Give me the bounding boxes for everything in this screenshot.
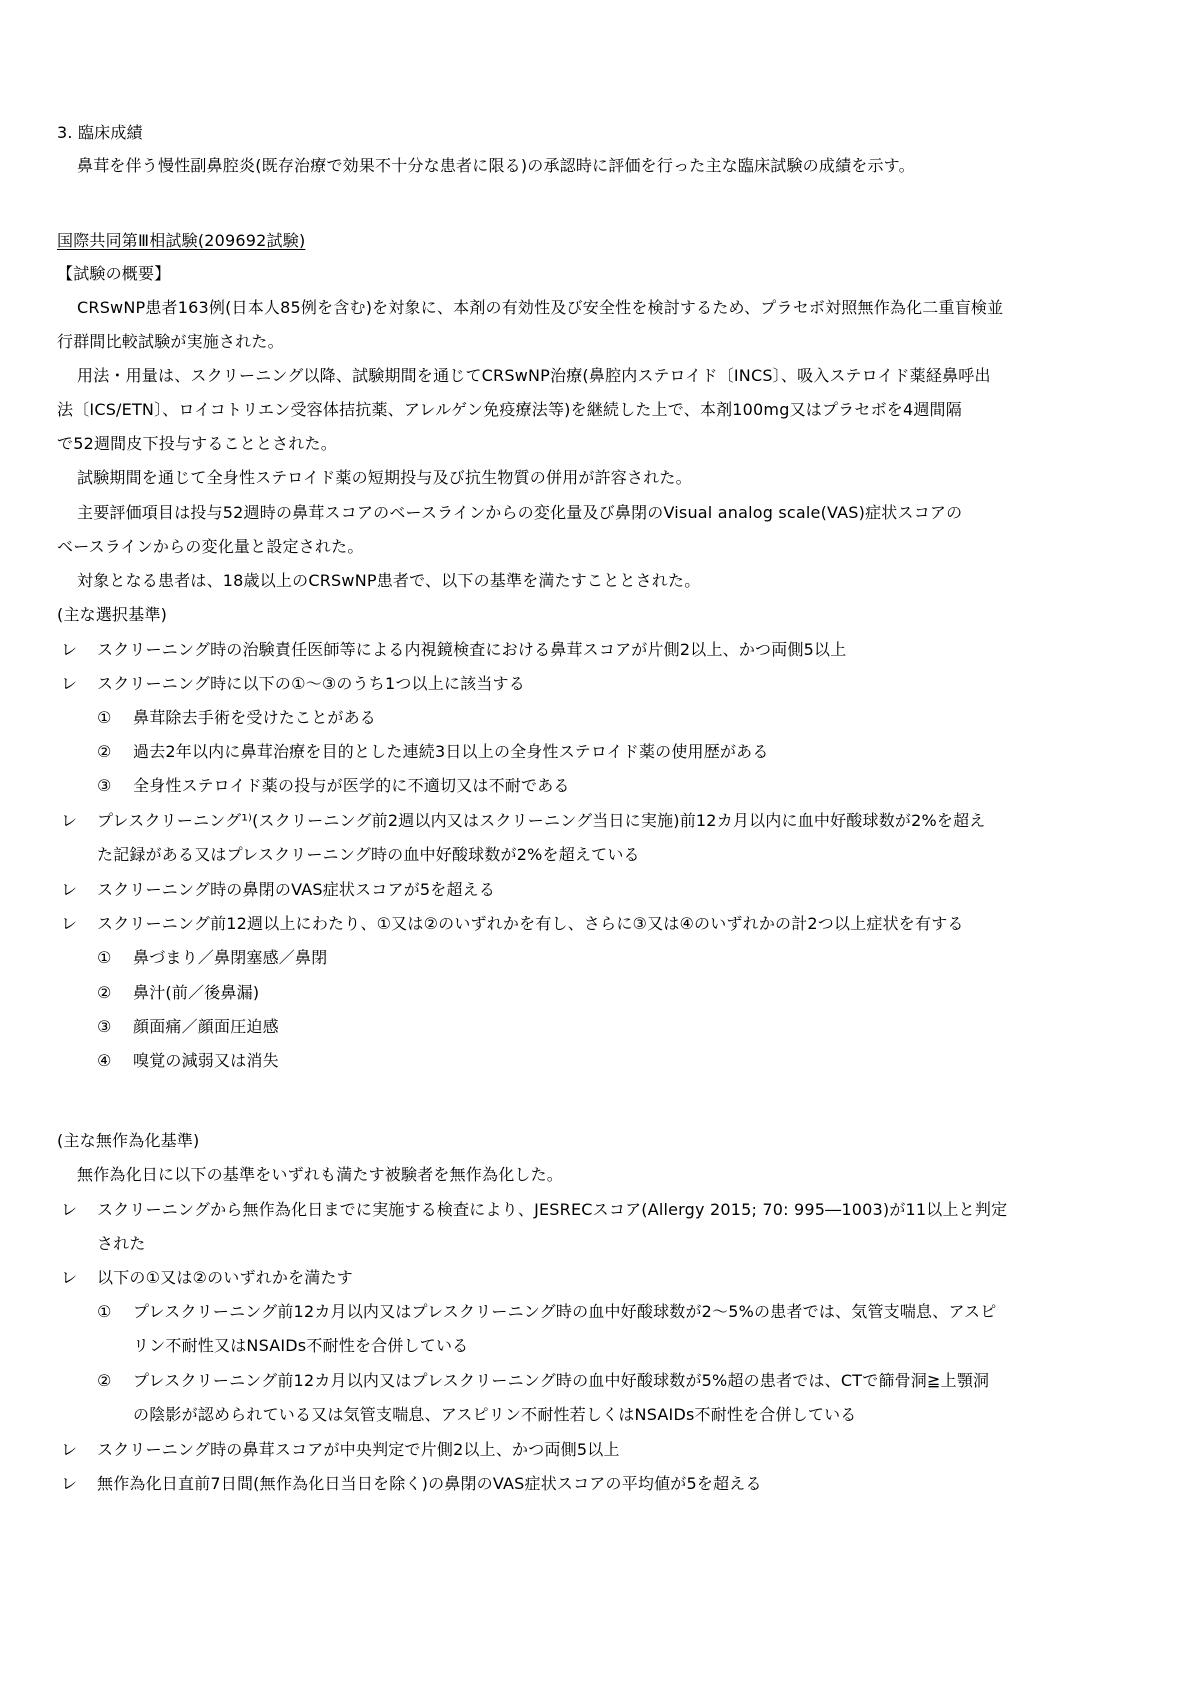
criteria-sub-item: 嗅覚の減弱又は消失 <box>133 1051 279 1070</box>
criteria-item: スクリーニング時の鼻閉のVAS症状スコアが5を超える <box>97 880 496 899</box>
circled-number-icon: ① <box>97 708 112 727</box>
checkmark-icon: レ <box>61 1200 78 1219</box>
criteria-sub-item-continuation: リン不耐性又はNSAIDs不耐性を合併している <box>133 1336 469 1355</box>
criteria-item: スクリーニングから無作為化日までに実施する検査により、JESRECスコア(Allergy 2015; 70: 995―1003)が11以上と判定 <box>97 1200 1008 1219</box>
checkmark-icon: レ <box>61 914 78 933</box>
overview-paragraph-line: ベースラインからの変化量と設定された。 <box>57 537 364 556</box>
randomization-criteria-heading: (主な無作為化基準) <box>57 1131 200 1150</box>
circled-number-icon: ② <box>97 742 112 761</box>
criteria-sub-item: プレスクリーニング前12カ月以内又はプレスクリーニング時の血中好酸球数が5%超の患者では、CTで篩骨洞≧上顎洞 <box>133 1371 990 1390</box>
checkmark-icon: レ <box>61 674 78 693</box>
circled-number-icon: ③ <box>97 1017 112 1036</box>
circled-number-icon: ④ <box>97 1051 112 1070</box>
checkmark-icon: レ <box>61 880 78 899</box>
overview-paragraph-line: 用法・用量は、スクリーニング以降、試験期間を通じてCRSwNP治療(鼻腔内ステロイド〔INCS〕、吸入ステロイド薬経鼻呼出 <box>77 366 991 385</box>
circled-number-icon: ① <box>97 1302 112 1321</box>
criteria-sub-item: 鼻づまり／鼻閉塞感／鼻閉 <box>133 948 328 967</box>
circled-number-icon: ② <box>97 983 112 1002</box>
criteria-sub-item: 鼻茸除去手術を受けたことがある <box>133 708 377 727</box>
criteria-item: 以下の①又は②のいずれかを満たす <box>97 1268 353 1287</box>
criteria-item: スクリーニング前12週以上にわたり、①又は②のいずれかを有し、さらに③又は④のいずれかの計2つ以上症状を有する <box>97 914 964 933</box>
overview-heading: 【試験の概要】 <box>57 264 171 283</box>
overview-paragraph-line: CRSwNP患者163例(日本人85例を含む)を対象に、本剤の有効性及び安全性を検討するため、プラセボ対照無作為化二重盲検並 <box>77 298 1004 317</box>
criteria-item: スクリーニング時の鼻茸スコアが中央判定で片側2以上、かつ両側5以上 <box>97 1440 620 1459</box>
checkmark-icon: レ <box>61 1474 78 1493</box>
criteria-sub-item: 鼻汁(前／後鼻漏) <box>133 983 260 1002</box>
selection-criteria-heading: (主な選択基準) <box>57 605 168 624</box>
randomization-intro: 無作為化日に以下の基準をいずれも満たす被験者を無作為化した。 <box>77 1165 564 1184</box>
overview-paragraph-line: 主要評価項目は投与52週時の鼻茸スコアのベースラインからの変化量及び鼻閉のVisual analog scale(VAS)症状スコアの <box>77 503 963 522</box>
checkmark-icon: レ <box>61 811 78 830</box>
checkmark-icon: レ <box>61 1268 78 1287</box>
criteria-sub-item: プレスクリーニング前12カ月以内又はプレスクリーニング時の血中好酸球数が2～5%の患者では、気管支喘息、アスピ <box>133 1302 997 1321</box>
criteria-item: スクリーニング時の治験責任医師等による内視鏡検査における鼻茸スコアが片側2以上、かつ両側5以上 <box>97 640 847 659</box>
criteria-item: プレスクリーニング¹⁾(スクリーニング前2週以内又はスクリーニング当日に実施)前12カ月以内に血中好酸球数が2%を超え <box>97 811 986 830</box>
circled-number-icon: ③ <box>97 776 112 795</box>
overview-paragraph-line: 行群間比較試験が実施された。 <box>57 332 284 351</box>
criteria-sub-item: 過去2年以内に鼻茸治療を目的とした連続3日以上の全身性ステロイド薬の使用歴がある <box>133 742 769 761</box>
criteria-item-continuation: された <box>97 1234 146 1253</box>
overview-paragraph-line: で52週間皮下投与することとされた。 <box>57 434 337 453</box>
criteria-item-continuation: た記録がある又はプレスクリーニング時の血中好酸球数が2%を超えている <box>97 845 640 864</box>
section-heading: 3. 臨床成績 <box>57 123 143 142</box>
circled-number-icon: ② <box>97 1371 112 1390</box>
circled-number-icon: ① <box>97 948 112 967</box>
overview-paragraph-line: 試験期間を通じて全身性ステロイド薬の短期投与及び抗生物質の併用が許容された。 <box>77 468 692 487</box>
criteria-sub-item: 顔面痛／顔面圧迫感 <box>133 1017 279 1036</box>
checkmark-icon: レ <box>61 640 78 659</box>
criteria-sub-item-continuation: の陰影が認められている又は気管支喘息、アスピリン不耐性若しくはNSAIDs不耐性を合併している <box>133 1405 857 1424</box>
section-intro: 鼻茸を伴う慢性副鼻腔炎(既存治療で効果不十分な患者に限る)の承認時に評価を行った主な臨床試験の成績を示す。 <box>77 156 915 175</box>
criteria-item: 無作為化日直前7日間(無作為化日当日を除く)の鼻閉のVAS症状スコアの平均値が5を超える <box>97 1474 762 1493</box>
criteria-sub-item: 全身性ステロイド薬の投与が医学的に不適切又は不耐である <box>133 776 570 795</box>
criteria-item: スクリーニング時に以下の①～③のうち1つ以上に該当する <box>97 674 525 693</box>
trial-title: 国際共同第Ⅲ相試験(209692試験) <box>57 231 306 250</box>
overview-paragraph-line: 法〔ICS/ETN〕、ロイコトリエン受容体拮抗薬、アレルゲン免疫療法等)を継続した上で、本剤100mg又はプラセボを4週間隔 <box>57 400 962 419</box>
checkmark-icon: レ <box>61 1440 78 1459</box>
overview-paragraph-line: 対象となる患者は、18歳以上のCRSwNP患者で、以下の基準を満たすこととされた。 <box>77 571 701 590</box>
